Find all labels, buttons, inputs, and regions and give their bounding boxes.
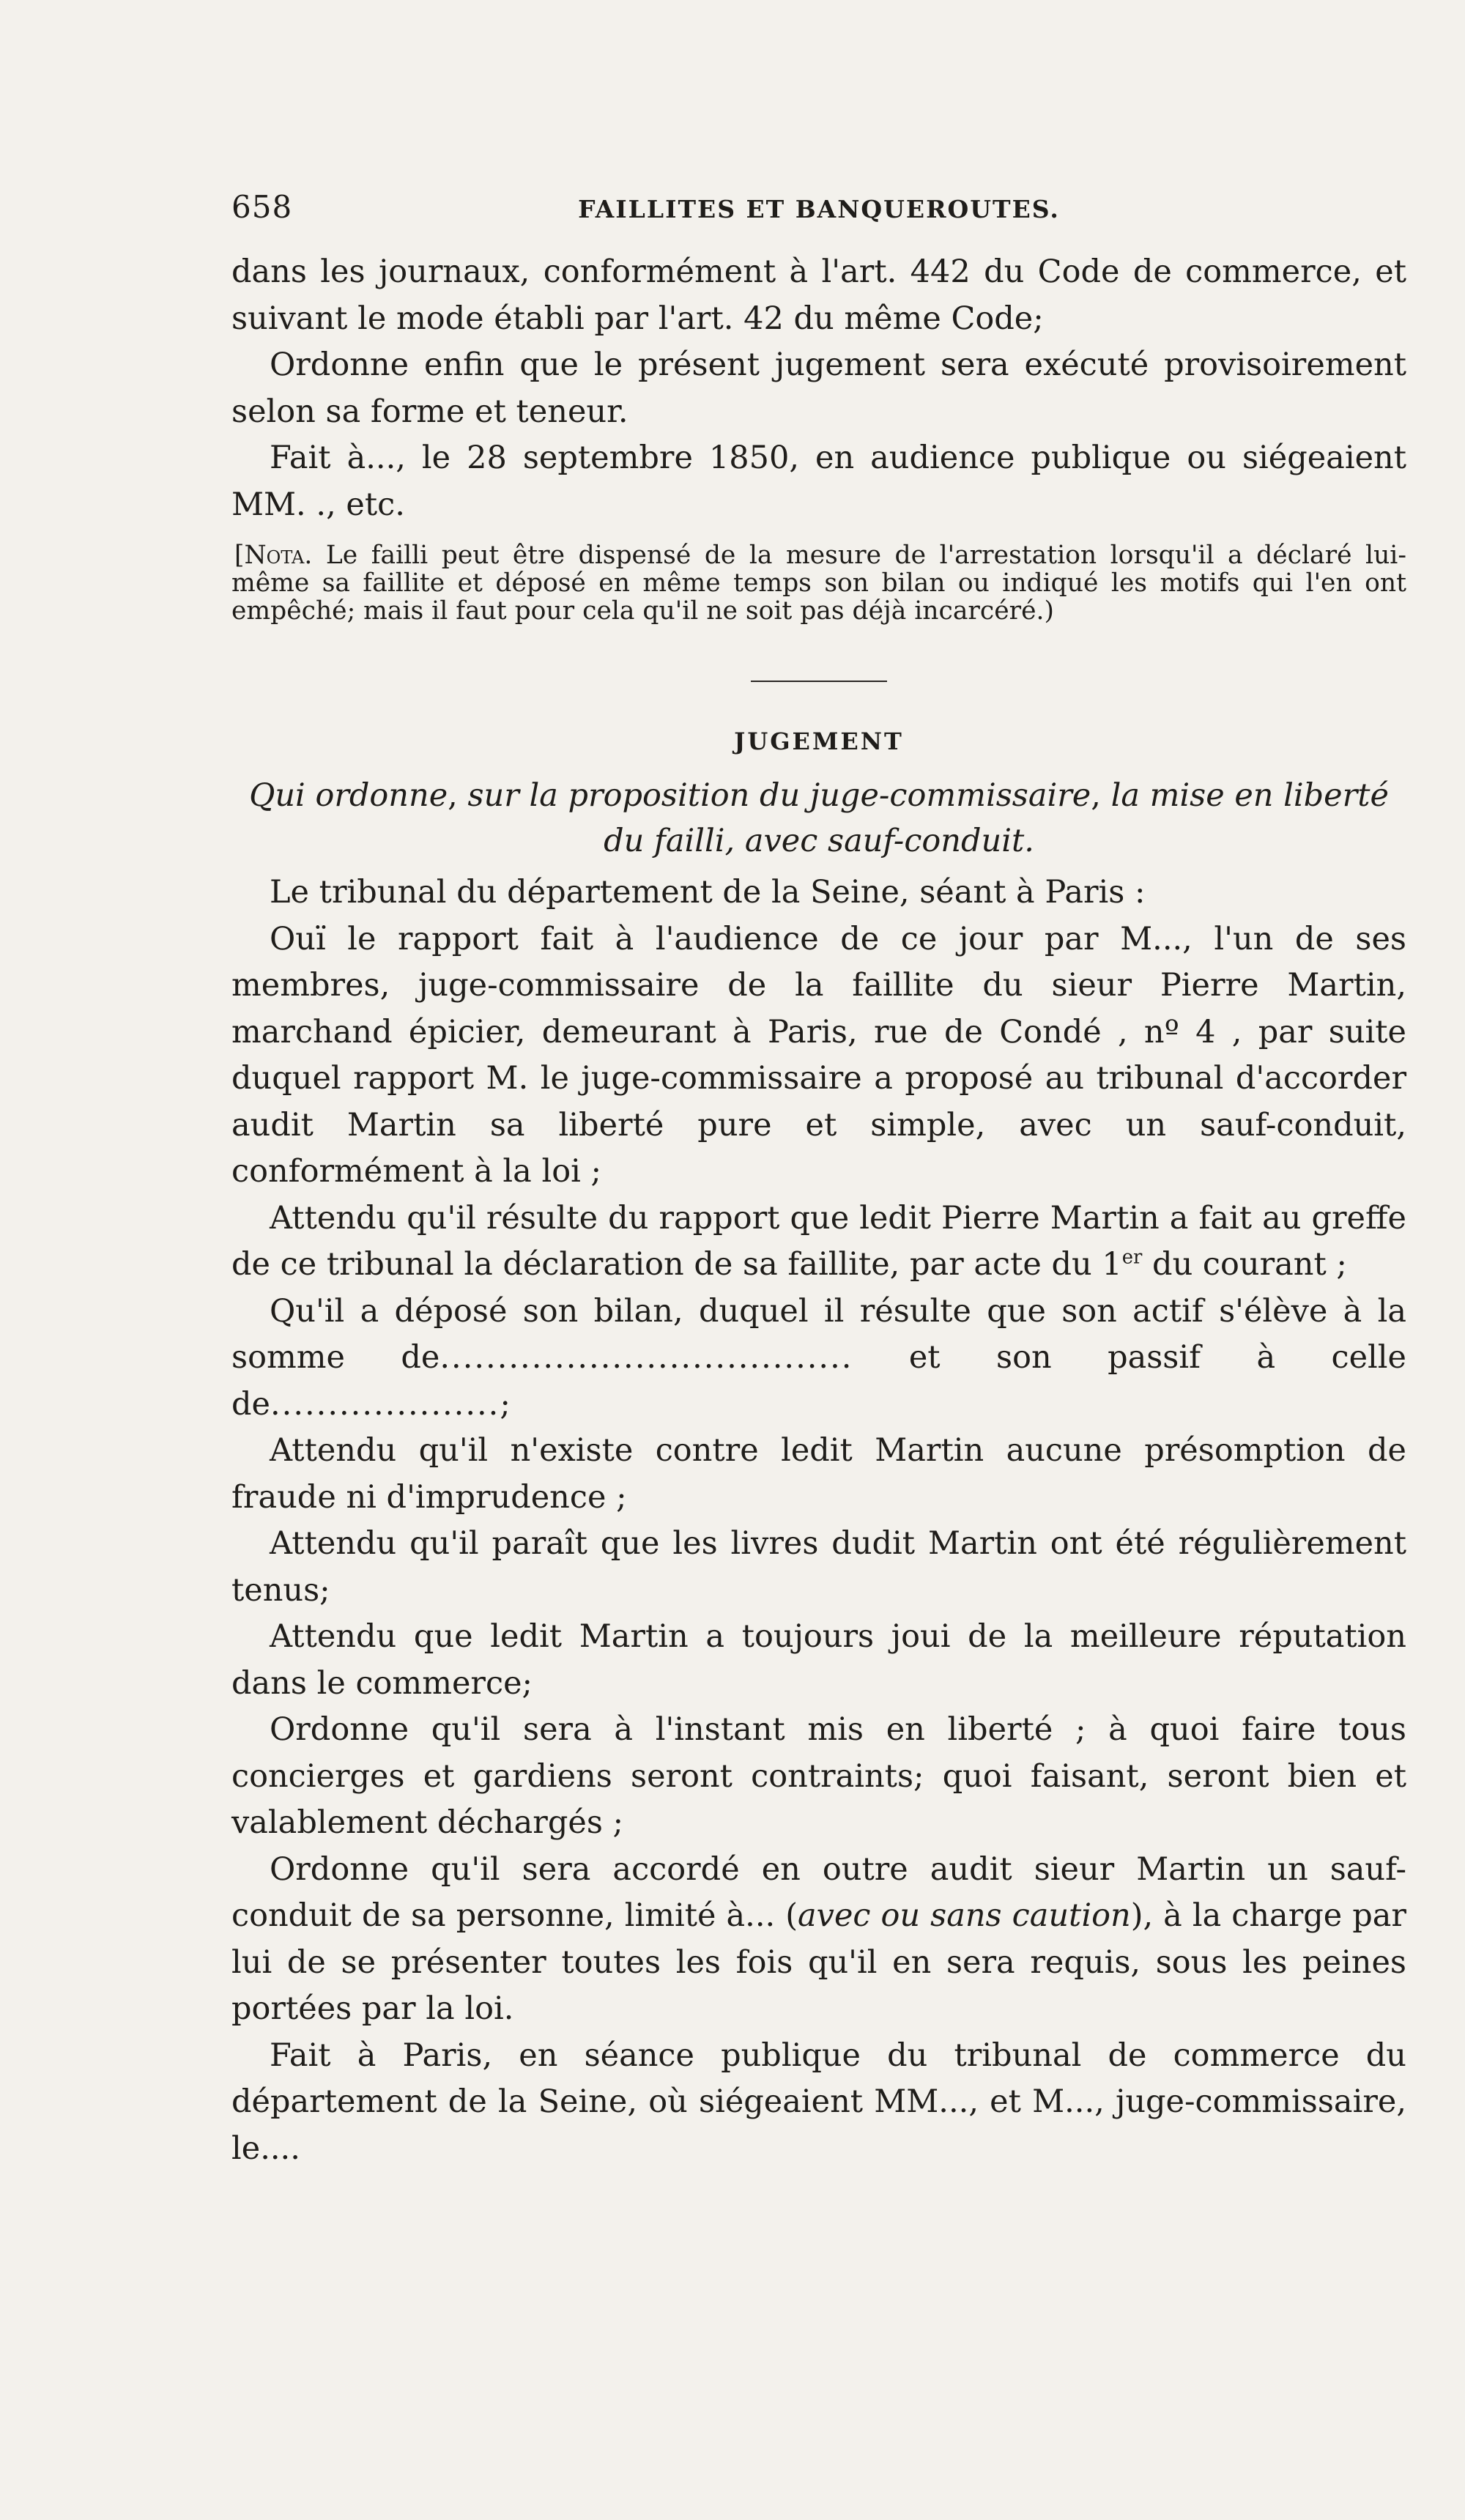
nota-label: Nota. bbox=[244, 541, 313, 570]
subtitle-part-c: sur la proposition du juge-commissaire bbox=[467, 777, 1091, 814]
nota-text: Le failli peut être dispensé de la mesure de l'arrestation lorsqu'il a déclaré lui-même sa faillite et déposé en même temps son bilan ou indiqué les motifs qui l'en ont empêché; mais il faut pour cela qu'il ne soit pas déjà incarcéré.) bbox=[231, 541, 1406, 626]
paragraph-ordonne-enfin: Ordonne enfin que le présent jugement sera exécuté provisoirement selon sa forme et teneur. bbox=[231, 346, 1406, 430]
judgment-subtitle bbox=[231, 773, 1406, 864]
paragraph-fait-a: Fait à..., le 28 septembre 1850, en audience publique ou siégeaient MM. ., etc. bbox=[231, 440, 1406, 523]
bilan-text-a: Qu'il a déposé son bilan, duquel il résulte que son actif s'élève à la somme de bbox=[231, 1292, 1406, 1376]
bilan-text-b: et son passif à celle de bbox=[231, 1339, 1407, 1423]
sauf-conduit-caution: avec ou sans caution bbox=[798, 1897, 1131, 1934]
paragraph-oui-le-rapport: Ouï le rapport fait à l'audience de ce jour par M..., l'un de ses membres, juge-commissaire de la faillite du sieur Pierre Martin, marchand épicier, demeurant à Paris, rue de Condé , nº 4 , par suite duquel rapport M. le juge-commissaire a proposé au tribunal d'accorder audit Martin sa liberté pure et simple, avec un sauf-conduit, conformément à la loi ; bbox=[231, 920, 1406, 1190]
paragraph-bilan bbox=[231, 1289, 1406, 1428]
sauf-conduit-text-a: Ordonne qu'il sera accordé en outre audit sieur Martin un sauf-conduit de sa personne, limité à... ( bbox=[231, 1850, 1406, 1934]
paragraph-attendu-rapport bbox=[231, 1196, 1406, 1289]
judgment-title: JUGEMENT bbox=[734, 727, 904, 755]
paragraph-reputation: Attendu que ledit Martin a toujours joui de la meilleure réputation dans le commerce; bbox=[231, 1618, 1406, 1702]
page-content bbox=[231, 249, 1406, 2172]
paragraph-presomption: Attendu qu'il n'existe contre ledit Martin aucune présomption de fraude ni d'imprudence ; bbox=[231, 1432, 1406, 1516]
sauf-conduit-text-b: ), à la charge par lui de se présenter toutes les fois qu'il en sera requis, sous les peines portées par la loi. bbox=[231, 1897, 1406, 2027]
subtitle-part-a: Qui ordonne bbox=[249, 777, 448, 814]
nota-bracket: [ bbox=[234, 541, 245, 570]
paragraph-fait-a-paris: Fait à Paris, en séance publique du tribunal de commerce du département de la Seine, où siégeaient MM..., et M..., juge-commissaire, le.... bbox=[231, 2037, 1406, 2167]
section-divider bbox=[751, 681, 887, 682]
attendu-rapport-text-a: Attendu qu'il résulte du rapport que ledit Pierre Martin a fait au greffe de ce tribunal la déclaration de sa faillite, par acte du 1 bbox=[231, 1199, 1406, 1283]
paragraph-livres: Attendu qu'il paraît que les livres dudit Martin ont été régulièrement tenus; bbox=[231, 1525, 1406, 1609]
paragraph-tribunal: Le tribunal du département de la Seine, séant à Paris : bbox=[270, 874, 1146, 911]
bilan-blank-actif: .................................... bbox=[440, 1339, 853, 1376]
attendu-rapport-text-b: du courant ; bbox=[1142, 1246, 1347, 1283]
paragraph-sauf-conduit bbox=[231, 1847, 1406, 2033]
bilan-blank-passif: .................... bbox=[270, 1385, 500, 1423]
running-title: FAILLITES ET BANQUEROUTES. bbox=[578, 195, 1060, 223]
subtitle-comma-2: , bbox=[1091, 777, 1111, 814]
page-number: 658 bbox=[231, 189, 293, 225]
judgment-body bbox=[231, 870, 1406, 2172]
subtitle-part-e: la mise en liberté du failli, avec sauf-conduit. bbox=[604, 777, 1389, 859]
paragraph-liberte: Ordonne qu'il sera à l'instant mis en liberté ; à quoi faire tous concierges et gardiens seront contraints; quoi faisant, seront bien et valablement déchargés ; bbox=[231, 1711, 1406, 1841]
bilan-text-c: ; bbox=[500, 1385, 511, 1423]
paragraph-continuation: dans les journaux, conformément à l'art. 442 du Code de commerce, et suivant le mode établi par l'art. 42 du même Code; bbox=[231, 253, 1406, 337]
page-header bbox=[231, 189, 1406, 233]
superscript-er: er bbox=[1121, 1246, 1143, 1269]
nota-note bbox=[231, 541, 1406, 625]
subtitle-comma-1: , bbox=[448, 777, 468, 814]
